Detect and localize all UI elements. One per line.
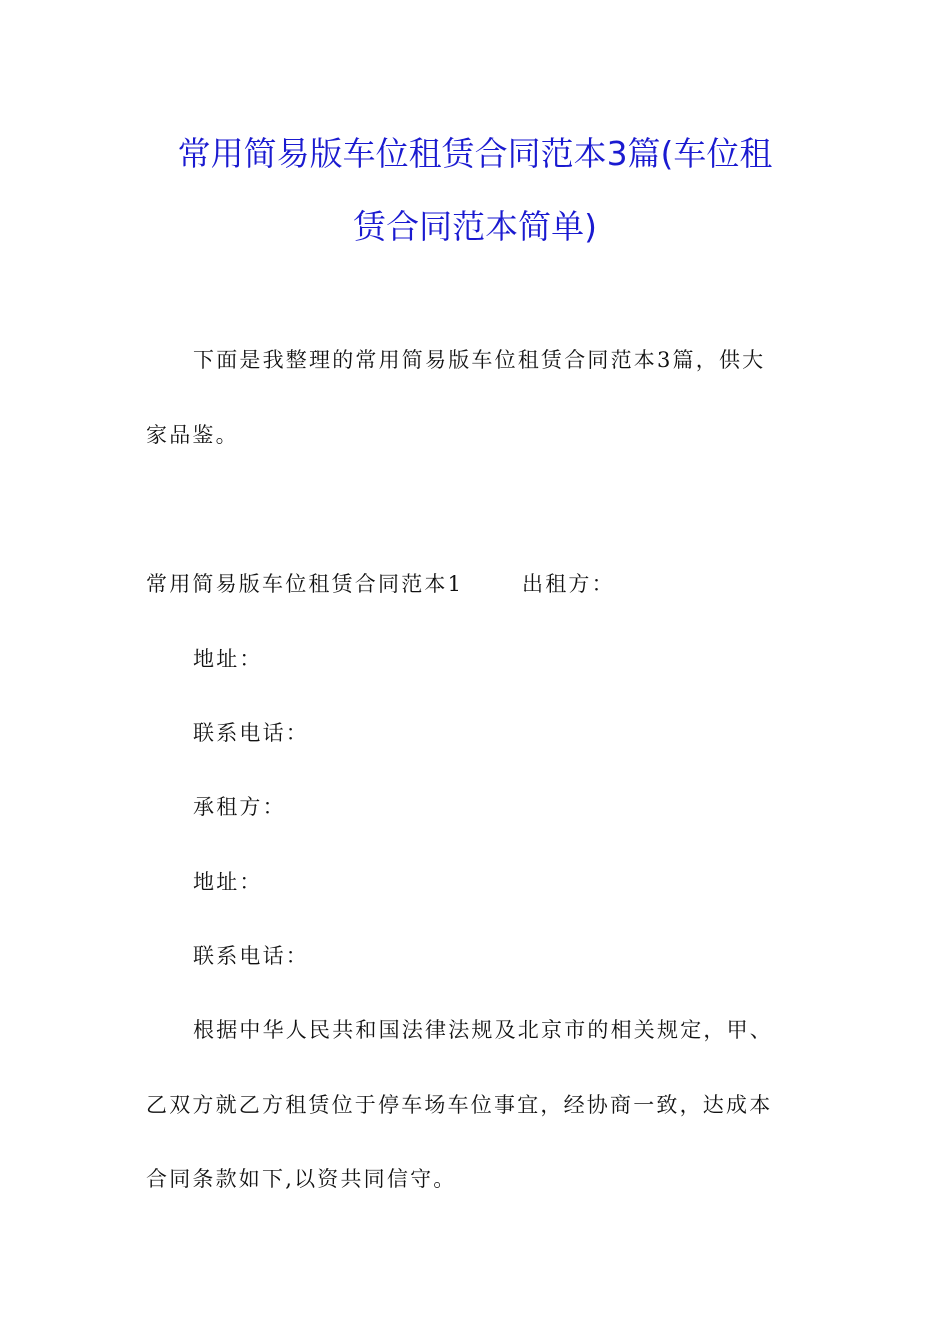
section-heading: 常用简易版车位租赁合同范本1: [146, 572, 464, 596]
lessee-label: 承租方：: [193, 795, 286, 819]
document-title-line-2: 赁合同范本简单): [353, 207, 597, 246]
intro-paragraph-line-1: 下面是我整理的常用简易版车位租赁合同范本3篇，供大: [193, 348, 766, 372]
lessee-address-label: 地址：: [193, 870, 263, 894]
body-paragraph-line-3: 合同条款如下,以资共同信守。: [146, 1167, 457, 1191]
lessee-phone-label: 联系电话：: [193, 944, 309, 968]
lessor-address-label: 地址：: [193, 647, 263, 671]
intro-paragraph-line-2: 家品鉴。: [146, 423, 239, 447]
lessor-label: 出租方：: [522, 572, 615, 596]
document-title-line-1: 常用简易版车位租赁合同范本3篇(车位租: [177, 134, 773, 173]
lessor-phone-label: 联系电话：: [193, 721, 309, 745]
body-paragraph-line-2: 乙双方就乙方租赁位于停车场车位事宜，经协商一致，达成本: [146, 1093, 773, 1117]
body-paragraph-line-1: 根据中华人民共和国法律法规及北京市的相关规定，甲、: [193, 1018, 773, 1042]
